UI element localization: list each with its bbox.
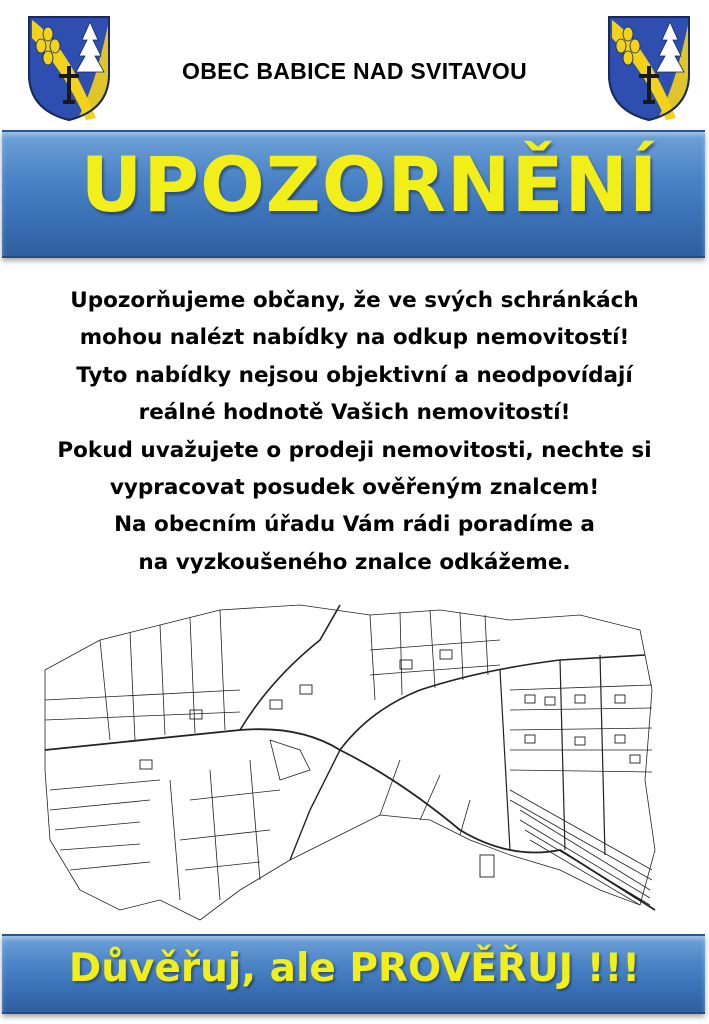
notice-line: Upozorňujeme občany, že ve svých schránkách <box>70 288 639 313</box>
notice-line: na vyzkoušeného znalce odkážeme. <box>138 549 571 575</box>
notice-line: vypracovat posudek ověřeným znalcem! <box>109 475 600 501</box>
notice-text <box>0 282 709 581</box>
notice-line: Na obecním úřadu Vám rádi poradíme a <box>114 512 595 538</box>
notice-line: Tyto nabídky nejsou objektivní a neodpovídají <box>76 362 633 388</box>
headline: UPOZORNĚNÍ <box>80 140 659 229</box>
notice-line: reálné hodnotě Vašich nemovitostí! <box>138 400 571 426</box>
motto: Důvěřuj, ale PROVĚŘUJ !!! <box>68 946 641 991</box>
village-name: OBEC BABICE NAD SVITAVOU <box>182 58 527 84</box>
cadastral-map-image <box>40 600 660 930</box>
notice-line: mohou nalézt nabídky na odkup nemovitostí! <box>79 325 630 351</box>
notice-line: Pokud uvažujete o prodeji nemovitosti, nechte si <box>57 437 652 463</box>
